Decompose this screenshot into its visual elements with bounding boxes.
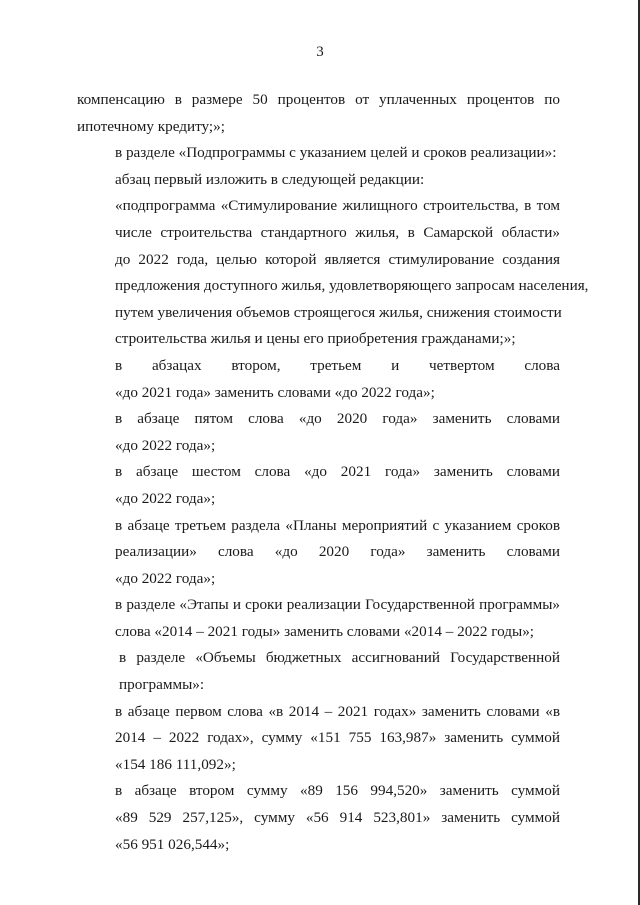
text-line: в разделе «Объемы бюджетных ассигнований Государственной: [119, 649, 560, 667]
paragraph-first-abzac: [77, 167, 560, 194]
text-line: до 2022 года, целью которой является стимулирование создания: [115, 250, 560, 268]
text-line: путем увеличения объемов строящегося жилья, снижения стоимости: [115, 303, 562, 321]
page-number: 3: [316, 44, 324, 60]
paragraph-subprograms-section: [77, 140, 560, 167]
paragraph-stages-section: [77, 592, 560, 645]
text-line: в абзаце шестом слова «до 2021 года» заменить словами: [115, 463, 560, 481]
text-line: в разделе «Подпрограммы с указанием целей и сроков реализации»:: [115, 144, 557, 162]
paragraph-budget-second-abzac: [77, 778, 560, 858]
text-line: «до 2022 года»;: [115, 436, 216, 454]
text-line: реализации» слова «до 2020 года» заменить словами: [115, 543, 560, 561]
text-line: в абзаце третьем раздела «Планы мероприятий с указанием сроков: [115, 516, 560, 534]
paragraph-budget-section: [77, 645, 560, 698]
paragraph-subprogram-quote: [77, 193, 589, 353]
text-line: ипотечному кредиту;»;: [77, 117, 225, 135]
text-line: «89 529 257,125», сумму «56 914 523,801» заменить суммой: [115, 809, 560, 827]
text-line: в абзаце первом слова «в 2014 – 2021 годах» заменить словами «в: [115, 702, 560, 720]
text-line: «до 2022 года»;: [115, 489, 216, 507]
text-line: в абзаце втором сумму «89 156 994,520» заменить суммой: [115, 782, 560, 800]
document-body: [77, 87, 589, 858]
text-line: слова «2014 – 2021 годы» заменить словами «2014 – 2022 годы»;: [115, 622, 535, 640]
text-line: числе строительства стандартного жилья, в Самарской области»: [115, 223, 560, 241]
text-line: программы»:: [119, 676, 205, 694]
text-line: строительства жилья и цены его приобретения гражданами;»;: [115, 330, 516, 348]
text-line: «154 186 111,092»;: [115, 755, 236, 773]
text-line: абзац первый изложить в следующей редакции:: [115, 170, 425, 188]
text-line: «до 2021 года» заменить словами «до 2022 года»;: [115, 383, 435, 401]
paragraph-abzac-6: [77, 459, 560, 512]
paragraph-plans-section: [77, 513, 560, 593]
text-line: в абзацах втором, третьем и четвертом слова: [115, 356, 560, 374]
text-line: «до 2022 года»;: [115, 569, 216, 587]
text-line: компенсацию в размере 50 процентов от уплаченных процентов по: [77, 91, 560, 108]
paragraph-budget-first-abzac: [77, 699, 560, 779]
text-line: 2014 – 2022 годах», сумму «151 755 163,987» заменить суммой: [115, 729, 560, 747]
paragraph-abzac-5: [77, 406, 560, 459]
paragraph-compensation: [77, 87, 560, 140]
text-line: в абзаце пятом слова «до 2020 года» заменить словами: [115, 410, 560, 428]
text-line: «подпрограмма «Стимулирование жилищного строительства, в том: [115, 197, 560, 215]
text-line: «56 951 026,544»;: [115, 835, 230, 853]
text-line: предложения доступного жилья, удовлетворяющего запросам населения,: [115, 277, 589, 295]
text-line: в разделе «Этапы и сроки реализации Государственной программы»: [115, 596, 560, 614]
paragraph-abzacs-2-4: [77, 353, 560, 406]
